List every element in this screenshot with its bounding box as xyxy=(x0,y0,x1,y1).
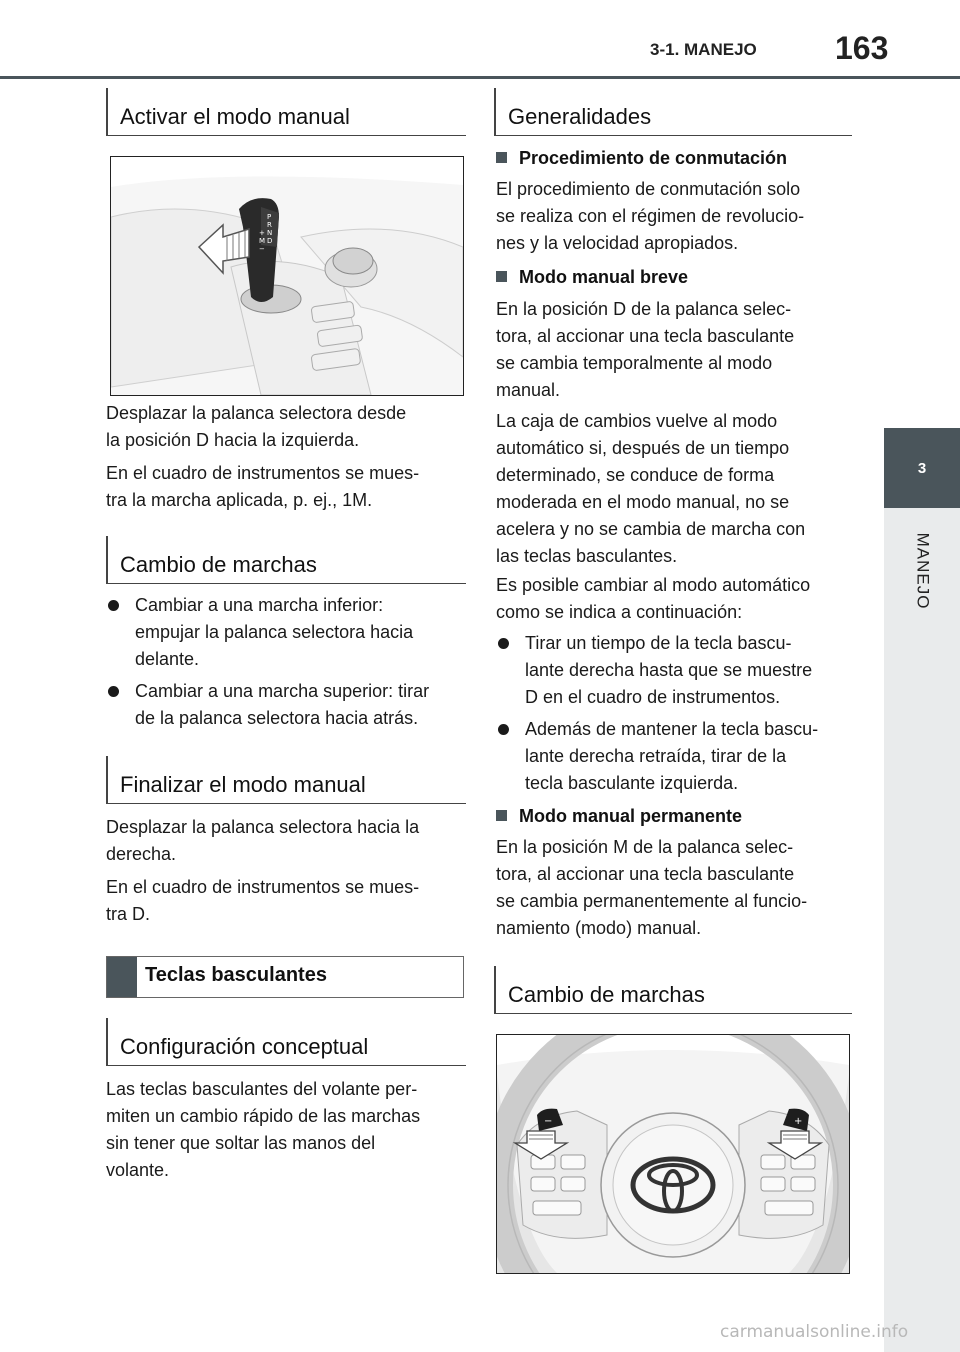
text-line: La caja de cambios vuelve al modo xyxy=(496,411,778,431)
text-line: Cambiar a una marcha inferior: xyxy=(135,595,384,615)
text-line: empujar la palanca selectora hacia xyxy=(135,622,414,642)
text-line: lante derecha retraída, tirar de la xyxy=(525,746,787,766)
subheading-text: Modo manual breve xyxy=(519,267,689,287)
bullet-dot xyxy=(498,724,509,735)
text-line: derecha. xyxy=(106,844,177,864)
text-line: delante. xyxy=(135,649,200,669)
text-line: En el cuadro de instrumentos se mues- xyxy=(106,877,420,897)
paragraph-finalizar-1 xyxy=(106,814,466,868)
side-tab-label-text: MANEJO xyxy=(913,532,932,610)
shifter-label-m: M xyxy=(259,237,266,245)
text-line: se realiza con el régimen de revolucio- xyxy=(496,206,805,226)
side-tab-background xyxy=(884,508,960,1352)
bullet-marcha-superior xyxy=(108,678,466,732)
subheading-modo-breve xyxy=(496,267,688,288)
text-line: tora, al accionar una tecla basculante xyxy=(496,864,795,884)
bullet-dot xyxy=(498,638,509,649)
text-line: Es posible cambiar al modo automático xyxy=(496,575,811,595)
bullet-dot xyxy=(108,600,119,611)
text-line: lante derecha hasta que se muestre xyxy=(525,660,813,680)
heading-text: Finalizar el modo manual xyxy=(120,772,366,797)
figure-gear-selector xyxy=(110,156,464,396)
paragraph-modo-breve-2 xyxy=(496,408,856,570)
bullet-dot xyxy=(108,686,119,697)
text-line: Además de mantener la tecla bascu- xyxy=(525,719,819,739)
text-line: se cambia temporalmente al modo xyxy=(496,353,773,373)
text-line: Desplazar la palanca selectora desde xyxy=(106,403,407,423)
text-line: sin tener que soltar las manos del xyxy=(106,1133,376,1153)
heading-activar-modo-manual xyxy=(106,88,466,136)
text-line: El procedimiento de conmutación solo xyxy=(496,179,801,199)
text-line: moderada en el modo manual, no se xyxy=(496,492,790,512)
text-line: Cambiar a una marcha superior: tirar xyxy=(135,681,430,701)
heading-block xyxy=(107,957,137,997)
shifter-label-p: P xyxy=(267,213,272,221)
text-line: de la palanca selectora hacia atrás. xyxy=(135,708,419,728)
square-bullet-icon xyxy=(496,152,507,163)
paragraph-activar-2 xyxy=(106,460,466,514)
heading-text: Activar el modo manual xyxy=(120,104,350,129)
text-line: manual. xyxy=(496,380,561,400)
paragraph-modo-breve-1 xyxy=(496,296,856,404)
heading-text: Cambio de marchas xyxy=(120,552,317,577)
square-bullet-icon xyxy=(496,810,507,821)
text-line: nes y la velocidad apropiados. xyxy=(496,233,739,253)
paragraph-activar-1 xyxy=(106,400,466,454)
text-line: En el cuadro de instrumentos se mues- xyxy=(106,463,420,483)
text-line: Tirar un tiempo de la tecla bascu- xyxy=(525,633,792,653)
text-line: Las teclas basculantes del volante per- xyxy=(106,1079,418,1099)
watermark: carmanualsonline.info xyxy=(720,1322,909,1342)
subheading-procedimiento xyxy=(496,148,787,169)
bullet-marcha-inferior xyxy=(108,592,466,673)
heading-text: Configuración conceptual xyxy=(120,1034,369,1059)
shifter-label-r: R xyxy=(267,221,272,229)
heading-text: Cambio de marchas xyxy=(508,982,705,1007)
heading-text: Generalidades xyxy=(508,104,652,129)
heading-teclas-basculantes xyxy=(106,956,464,998)
text-line: se cambia permanentemente al funcio- xyxy=(496,891,808,911)
heading-configuracion-conceptual xyxy=(106,1018,466,1066)
text-line: tecla basculante izquierda. xyxy=(525,773,739,793)
subheading-text: Procedimiento de conmutación xyxy=(519,148,788,168)
header-rule xyxy=(0,76,960,79)
shifter-label-n: N xyxy=(267,229,273,237)
paragraph-modo-permanente xyxy=(496,834,856,942)
text-line: D en el cuadro de instrumentos. xyxy=(525,687,781,707)
text-line: automático si, después de un tiempo xyxy=(496,438,790,458)
heading-text: Teclas basculantes xyxy=(145,964,327,986)
text-line: En la posición M de la palanca selec- xyxy=(496,837,794,857)
side-tab-number: 3 xyxy=(884,428,960,508)
text-line: namiento (modo) manual. xyxy=(496,918,702,938)
text-line: Desplazar la palanca selectora hacia la xyxy=(106,817,420,837)
bullet-tirar-izquierda xyxy=(498,716,850,797)
paragraph-configuracion xyxy=(106,1076,466,1184)
text-line: las teclas basculantes. xyxy=(496,546,678,566)
text-line: tora, al accionar una tecla basculante xyxy=(496,326,795,346)
paragraph-finalizar-2 xyxy=(106,874,466,928)
figure-steering-wheel-paddles xyxy=(496,1034,850,1274)
text-line: volante. xyxy=(106,1160,170,1180)
text-line: determinado, se conduce de forma xyxy=(496,465,775,485)
subheading-text: Modo manual permanente xyxy=(519,806,743,826)
square-bullet-icon xyxy=(496,271,507,282)
heading-finalizar-modo-manual xyxy=(106,756,466,804)
heading-cambio-marchas-right xyxy=(494,966,852,1014)
bullet-tirar-derecha xyxy=(498,630,850,711)
side-tab-label xyxy=(884,516,960,626)
section-title: 3-1. MANEJO xyxy=(650,40,757,59)
shifter-label-d: D xyxy=(267,237,273,245)
text-line: como se indica a continuación: xyxy=(496,602,743,622)
shifter-label-minus: − xyxy=(259,245,265,253)
text-line: En la posición D de la palanca selec- xyxy=(496,299,792,319)
paragraph-modo-breve-3 xyxy=(496,572,856,626)
text-line: tra la marcha aplicada, p. ej., 1M. xyxy=(106,490,373,510)
subheading-modo-permanente xyxy=(496,806,742,827)
text-line: acelera y no se cambia de marcha con xyxy=(496,519,806,539)
heading-cambio-marchas-left xyxy=(106,536,466,584)
gear-selector-illustration xyxy=(111,157,463,395)
paddle-plus-label: + xyxy=(794,1116,803,1127)
paddle-minus-label: − xyxy=(544,1116,553,1127)
steering-wheel-illustration xyxy=(497,1035,849,1273)
text-line: la posición D hacia la izquierda. xyxy=(106,430,360,450)
text-line: miten un cambio rápido de las marchas xyxy=(106,1106,421,1126)
shifter-label-plus: + xyxy=(259,229,265,237)
paragraph-procedimiento xyxy=(496,176,856,257)
page-number: 163 xyxy=(835,30,889,66)
text-line: tra D. xyxy=(106,904,151,924)
heading-generalidades xyxy=(494,88,852,136)
